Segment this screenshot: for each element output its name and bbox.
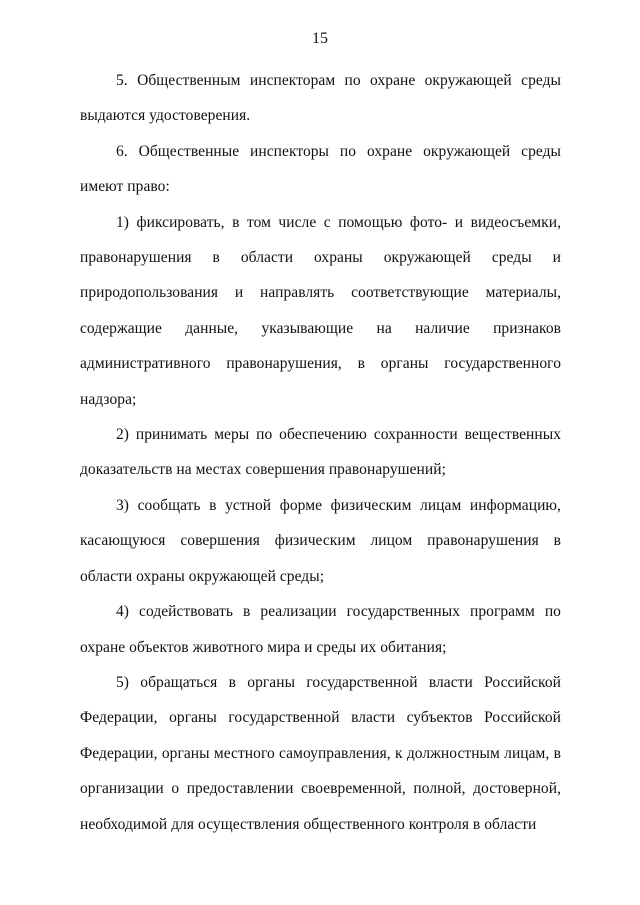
paragraph-5-certificates: 5. Общественным инспекторам по охране окружающей среды выдаются удостоверения. <box>80 72 561 125</box>
list-item-4-assist-programs: 4) содействовать в реализации государственных программ по охране объектов животного мира и среды их обитания; <box>80 603 561 656</box>
paragraph-6-rights-intro: 6. Общественные инспекторы по охране окружающей среды имеют право: <box>80 142 561 196</box>
list-item-3-inform-individuals: 3) сообщать в устной форме физическим лицам информацию, касающуюся совершения физическим лицом правонарушения в области охраны окружающей среды; <box>80 496 561 585</box>
list-item-1-record-violations: 1) фиксировать, в том числе с помощью фото- и видеосъемки, правонарушения в области охраны окружающей среды и природопользования и направлять соответствующие материалы, содержащие данные, указывающие на наличие признаков административного правонарушения, в органы государственного надзора; <box>80 213 561 408</box>
document-body <box>80 63 561 842</box>
list-item-5-request-information: 5) обращаться в органы государственной власти Российской Федерации, органы государственной власти субъектов Российской Федерации, органы местного самоуправления, к должностным лицам, в организации о предоставлении своевременной, полной, достоверной, необходимой для осуществления общественного контроля в области <box>80 673 561 833</box>
page-number: 15 <box>312 30 328 47</box>
list-item-2-preserve-evidence: 2) принимать меры по обеспечению сохранности вещественных доказательств на местах совершения правонарушений; <box>80 426 561 479</box>
